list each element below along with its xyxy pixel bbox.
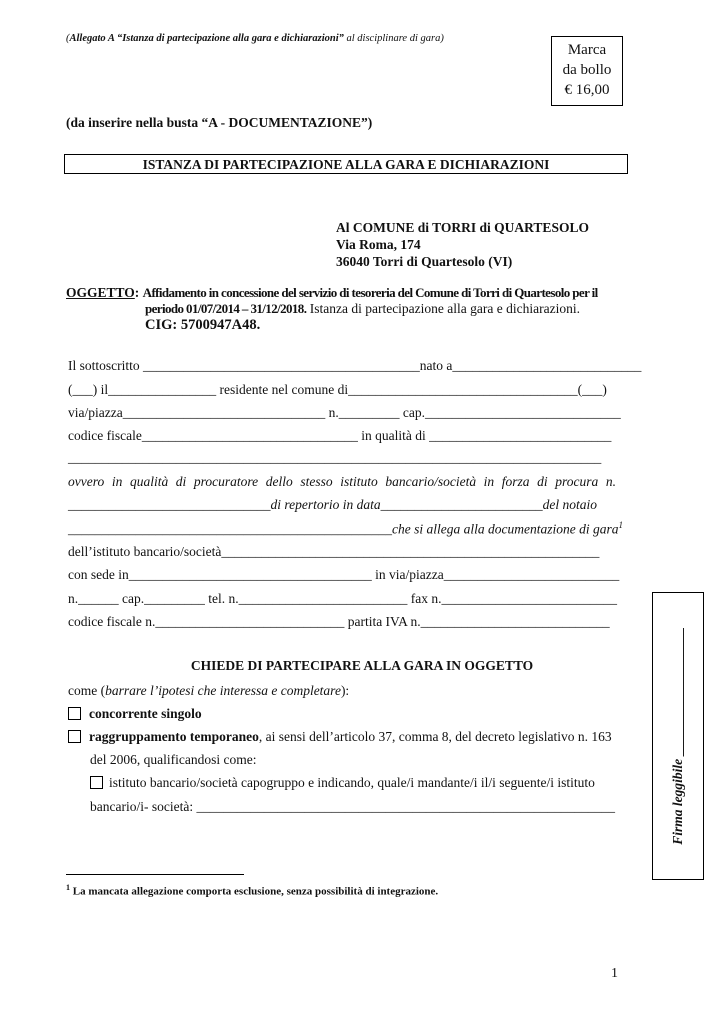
subject-period: periodo 01/07/2014 – 31/12/2018. [145, 301, 307, 316]
page-number: 1 [611, 966, 618, 981]
stamp-line-1: Marca [567, 42, 607, 58]
checkbox-single-competitor[interactable] [68, 707, 81, 720]
footnote-separator [66, 874, 244, 875]
request-heading: CHIEDE DI PARTECIPARE ALLA GARA IN OGGETTO [190, 658, 534, 673]
form-line-fiscal-code[interactable]: codice fiscale________________________________ in qualità di ___________________________ [68, 428, 612, 443]
instruction-line: come (barrare l’ipotesi che interessa e completare): [68, 683, 350, 698]
option-single-competitor[interactable]: concorrente singolo [68, 706, 202, 722]
envelope-note: (da inserire nella busta “A - DOCUMENTAZIONE”) [66, 115, 373, 130]
revenue-stamp-box [551, 36, 623, 106]
form-line-registered-office[interactable]: con sede in____________________________________ in via/piazza__________________________ [68, 567, 620, 582]
header-attachment-title: Allegato A “Istanza di partecipazione alla gara e dichiarazioni” [69, 33, 344, 44]
stamp-line-3: € 16,00 [564, 82, 610, 98]
cig-code: CIG: 5700947A48. [145, 317, 261, 333]
subject-line-2: Istanza di partecipazione alla gara e dichiarazioni. [306, 301, 580, 316]
footnote: $^1$ La mancata allegazione comporta esclusione, senza possibilità di integrazione. [66, 883, 439, 898]
form-line-contacts[interactable]: n.______ cap._________ tel. n._________________________ fax n.__________________________ [68, 591, 617, 606]
stamp-line-2: da bollo [562, 62, 612, 78]
procurator-line-3[interactable]: ________________________________________________che si allega alla documentazione di gara$^1$ [68, 520, 623, 537]
option-lead-institute[interactable]: istituto bancario/società capogruppo e indicando, quale/i mandante/i il/i seguente/i istituto [90, 775, 595, 791]
document-header: (Allegato A “Istanza di partecipazione alla gara e dichiarazioni” al disciplinare di gara) [66, 33, 444, 44]
subject-block: OGGETTO: Affidamento in concessione del servizio di tesoreria del Comune di Torri di Quartesolo per il periodo 01/07/2014 – 31/12/2018. Istanza di partecipazione alla gara e dichiarazioni. CIG: 5700947A48. [66, 285, 598, 333]
recipient-line-3: 36040 Torri di Quartesolo (VI) [336, 254, 513, 269]
recipient-line-2: Via Roma, 174 [336, 237, 421, 252]
checkbox-temporary-grouping[interactable] [68, 730, 81, 743]
option-temporary-grouping[interactable]: raggruppamento temporaneo, ai sensi dell’articolo 37, comma 8, del decreto legislativo n. 163 [68, 729, 612, 745]
subject-line-1: Affidamento in concessione del servizio di tesoreria del Comune di Torri di Quartesolo per il [142, 285, 598, 300]
footnote-ref: 1 [618, 520, 623, 530]
form-line-address[interactable]: via/piazza______________________________ n._________ cap._____________________________ [68, 405, 621, 420]
form-line-vat[interactable]: codice fiscale n.____________________________ partita IVA n.____________________________ [68, 614, 610, 629]
form-line-birth-residence[interactable]: (___) il________________ residente nel comune di__________________________________(___) [68, 382, 607, 397]
document-title: ISTANZA DI PARTECIPAZIONE ALLA GARA E DICHIARAZIONI [64, 154, 628, 174]
signature-box[interactable] [652, 592, 704, 880]
recipient-address [336, 219, 589, 270]
procurator-line-2[interactable]: ______________________________di repertorio in data________________________del notaio [68, 497, 597, 512]
form-line-name[interactable]: Il sottoscritto _________________________________________nato a____________________________ [68, 358, 642, 373]
checkbox-lead-institute[interactable] [90, 776, 103, 789]
procurator-line-1: ovvero in qualità di procuratore dello stesso istituto bancario/società in forza di procura n. [68, 474, 616, 489]
form-line-institute[interactable]: dell’istituto bancario/società________________________________________________________ [68, 544, 600, 559]
option-temporary-grouping-cont: del 2006, qualificandosi come: [90, 752, 257, 767]
subject-label: OGGETTO [66, 285, 135, 300]
recipient-line-1: Al COMUNE di TORRI di QUARTESOLO [336, 220, 589, 235]
option-lead-institute-cont[interactable]: bancario/i- società: ______________________________________________________________ [90, 799, 615, 814]
signature-label: Firma leggibile ___________________ [670, 627, 685, 845]
form-line-blank[interactable]: _______________________________________________________________________________ [68, 450, 602, 465]
